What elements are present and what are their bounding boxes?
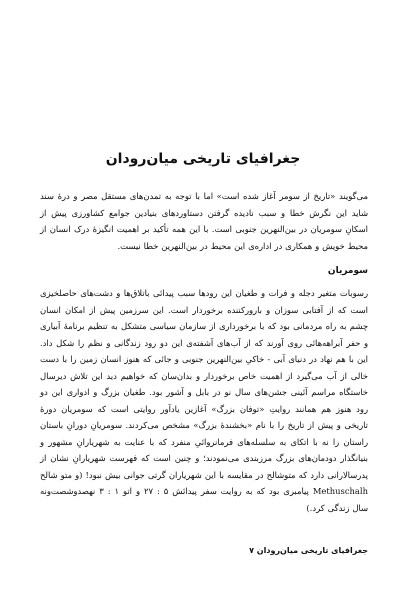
intro-paragraph: می‌گویند «تاریخ از سومر آغاز شده است» اما با توجه به تمدن‌های مستقل مصر و درهٔ سند شاید این نگرش خطا و سبب نادیده گرفتن دستاوردهای بنیادین جوامع کشاورزی پیش از اسکانِ سومریان در بین‌النهرین جنوبی است. با این همه تأکید بر اهمیت انگیزهٔ درک انسان از محیط خویش و همکاری در اداره‌ی این محیط در بین‌النهرین خطا نیست. [40, 191, 368, 251]
body-block [40, 285, 368, 516]
page-number: ۷ [249, 546, 254, 555]
body-paragraph: رسوبات متغیر دجله و فرات و طغیان این رودها سبب پیدائی باتلاق‌ها و دشت‌های حاصلخیزی است که از آفتابی سوزان و بارورکننده برخوردار است. این سرزمین پیش از امکان انسان چشم به راه مردمانی بود که با برخورداری از سازمان سیاسی متشکل به تنظیم برنامهٔ آبیاری و حفر آبراهه‌هائی روی آورند که از آب‌های آشفته‌ی این دو رود زندگانی و نظم را شکل داد. این با هم نهاد در دنیای آبی - خاکیِ بین‌النهرین جنوبی و جائی که هنوز انسان زمین را با دست خالی از آب می‌گیرد از اهمیت خاص برخوردار و بدان‌سان که خواهیم دید این تلاش دیرسال خاستگاه مراسم آئینی جشن‌های سال نو در بابل و آشور بود. طغیان بزرگ و ادواری این دو رود هنوز هم همانند روایتِ «توفان بزرگ» آغازین یادآور روایتی است که سومریان دورهٔ تاریخی و پیش از تاریخ را با نام «بخشندهٔ بزرگ» مشخص می‌کردند. سومریانِ دورانِ باستان راستان را نه با اتکای به سلسله‌های فرمانروائیِ منفرد که با عنایت به شهریارانِ مشهور و بنیانگذار دودمان‌های بزرگ مرزبندی می‌نمودند؛ و چنین است که فهرست شهریارانِ نشان از پدرسالارانی دارد که متوشالح در مقایسه با این شهریاران گرتی جوانی بیش نبود! (و متو شالح Methuschalh پیامبری بود که به روایت سفر پیدائش ۵ : ۲۷ و اتو ۱ : ۳ نهصدوشصت‌ونه سال زندگی کرد.) [40, 288, 368, 513]
section-heading: سومریان [327, 266, 368, 276]
chapter-title: جغرافیای تاریخی میان‌رودان [105, 151, 301, 167]
intro-block [40, 188, 368, 254]
running-title: جغرافیای تاریخی میان‌رودان [256, 546, 368, 555]
page-footer [40, 545, 368, 557]
